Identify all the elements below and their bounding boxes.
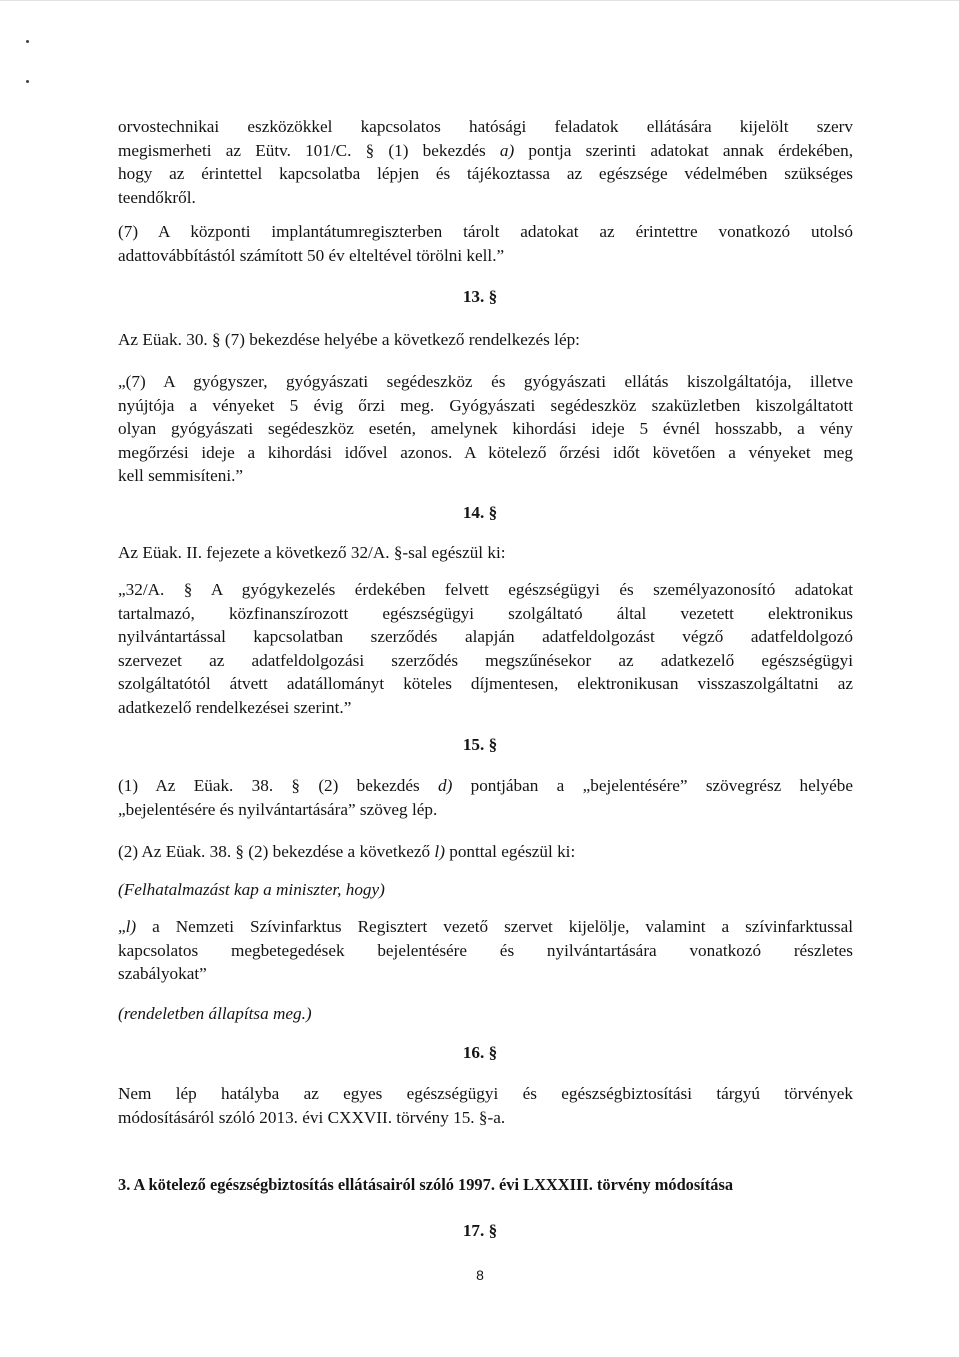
paragraph-not-in-force (118, 1082, 853, 1129)
text-line: megismerheti az Eütv. 101/C. § (1) bekezdés a) pontja szerinti adatokat annak érdekében, (118, 140, 854, 160)
paragraph-euak-38-1 (118, 774, 853, 821)
text-line: nyilvántartással kapcsolatban szerződés alapján adatfeldolgozást végző adatfeldolgozó (118, 627, 853, 646)
text-line: olyan gyógyászati segédeszköz esetén, amelynek kihordási ideje 5 évnél hosszabb, a vény (118, 419, 853, 438)
paragraph-euak-30 (118, 328, 853, 352)
paragraph-authorization-outro (118, 1002, 853, 1026)
text-line: kapcsolatos megbetegedések bejelentésére és nyilvántartására vonatkozó részletes (118, 940, 853, 960)
text-line: (rendeletben állapítsa meg.) (118, 1004, 312, 1023)
text-line: (1) Az Eüak. 38. § (2) bekezdés d) pontjában a „bejelentésére” szövegrész helyébe (118, 776, 853, 795)
text-line: tartalmazó, közfinanszírozott egészségügyi szolgáltató által vezetett elektronikus (118, 603, 853, 623)
text-line: adattovábbítástól számított 50 év elteltével törölni kell.” (118, 245, 505, 265)
text-line: (7) A központi implantátumregiszterben tárolt adatokat az érintettre vonatkozó utolsó (118, 222, 853, 241)
section-heading-17: 17. § (462, 1221, 498, 1240)
paragraph-implant-registry (118, 220, 853, 267)
text-line: módosításáról szóló 2013. évi CXXVII. törvény 15. §-a. (118, 1107, 506, 1127)
text-line: orvostechnikai eszközökkel kapcsolatos hatósági feladatok ellátására kijelölt szerv (118, 117, 853, 136)
text-line: „bejelentésére és nyilvántartására” szöveg lép. (118, 799, 438, 819)
paragraph-eutv-reference (118, 115, 853, 209)
section-heading-16: 16. § (462, 1043, 498, 1062)
text-line: teendőkről. (118, 187, 196, 207)
scan-speck (26, 80, 29, 83)
text-line: adatkezelő rendelkezései szerint.” (118, 697, 352, 717)
text-line: „32/A. § A gyógykezelés érdekében felvett egészségügyi és személyazonosító adatokat (118, 580, 853, 599)
text-line: kell semmisíteni.” (118, 466, 244, 485)
section-heading-14: 14. § (462, 503, 498, 522)
text-line: „(7) A gyógyszer, gyógyászati segédeszköz és gyógyászati ellátás kiszolgáltatója, illetve (118, 372, 853, 391)
paragraph-authorization-intro (118, 878, 853, 902)
text-line: szervezet az adatfeldolgozási szerződés megszűnésekor az adatkezelő egészségügyi (118, 650, 853, 670)
page-number: 8 (476, 1267, 484, 1283)
text-line: Nem lép hatályba az egyes egészségügyi és egészségbiztosítási tárgyú törvények (118, 1084, 853, 1103)
paragraph-prescription-retention (118, 370, 853, 488)
paragraph-euak-38-2 (118, 840, 853, 864)
section-heading-13: 13. § (462, 287, 498, 306)
paragraph-infarction-registry (118, 915, 853, 986)
scan-speck (26, 40, 29, 43)
text-line: Az Eüak. 30. § (7) bekezdése helyébe a következő rendelkezés lép: (118, 330, 580, 349)
chapter-title-3 (118, 1173, 853, 1197)
text-line: „l) a Nemzeti Szívinfarktus Regisztert vezető szervet kijelölje, valamint a szívinfarktussal (118, 917, 853, 936)
paragraph-section-32a (118, 578, 853, 719)
section-heading-15: 15. § (462, 735, 498, 754)
text-line: szolgáltatótól átvett adatállományt köteles díjmentesen, elektronikusan visszaszolgáltatni az (118, 674, 853, 693)
text-line: 3. A kötelező egészségbiztosítás ellátásairól szóló 1997. évi LXXXIII. törvény módosítása (118, 1175, 734, 1194)
text-line: szabályokat” (118, 964, 207, 983)
scan-top-edge (0, 0, 960, 1)
text-line: (Felhatalmazást kap a miniszter, hogy) (118, 880, 385, 899)
text-line: (2) Az Eüak. 38. § (2) bekezdése a következő l) ponttal egészül ki: (118, 842, 576, 861)
text-line: megőrzési ideje a kihordási idővel azonos. A kötelező őrzési időt követően a vényeket meg (118, 442, 853, 462)
text-line: nyújtója a vényeket 5 évig őrzi meg. Gyógyászati segédeszköz szaküzletben kiszolgáltatott (118, 395, 853, 415)
paragraph-euak-chapter-ii (118, 541, 853, 565)
text-line: Az Eüak. II. fejezete a következő 32/A. §-sal egészül ki: (118, 543, 506, 562)
text-line: hogy az érintettel kapcsolatba lépjen és tájékoztassa az egészsége védelmében szükséges (118, 164, 853, 183)
